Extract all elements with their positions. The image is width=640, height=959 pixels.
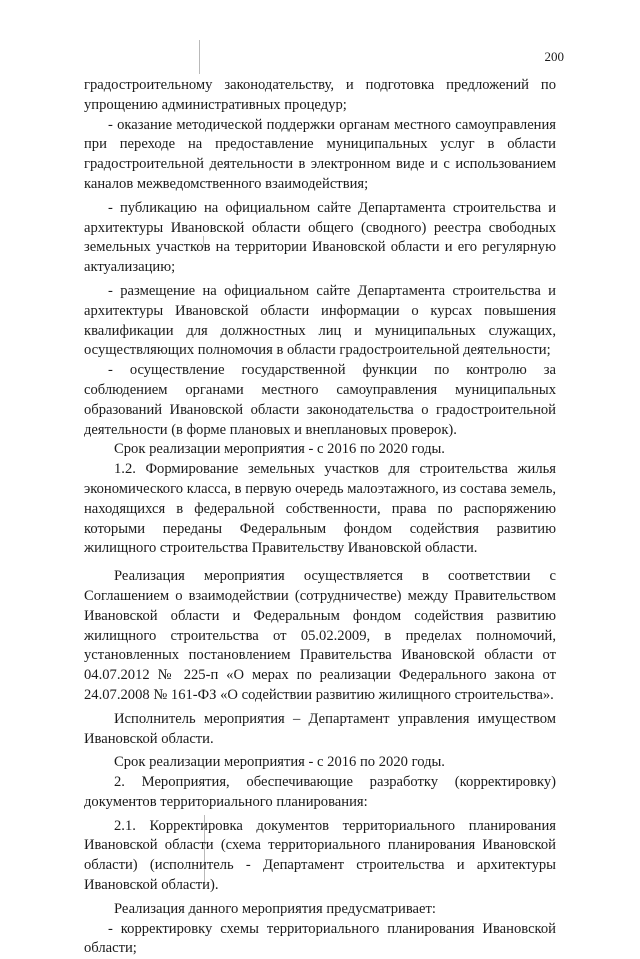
paragraph-training-info: - размещение на официальном сайте Департамента строительства и архитектуры Ивановской области информации о курсах повышения квалификации для должностных лиц и муниципальных служащих, осуществляющих полномочия в области градостроительной деятельности; <box>84 282 556 359</box>
paragraph-agreement: Реализация мероприятия осуществляется в соответствии с Соглашением о взаимодействии (сотрудничестве) между Правительством Ивановской области и Федеральным фондом содействия развитию жилищного строительства от 05.02.2009, в пределах полномочий, установленных постановлением Правительства Ивановской области от 04.07.2012 № 225-п «О мерах по реализации Федерального закона от 24.07.2008 № 161-ФЗ «О содействии развитию жилищного строительства». <box>84 568 556 703</box>
paragraph-state-control: - осуществление государственной функции по контролю за соблюдением органами местного самоуправления муниципальных образований Ивановской области законодательства о градостроительной деятельности (в форме плановых и внеплановых проверок). <box>84 362 556 438</box>
paragraph-correction: 2.1. Корректировка документов территориального планирования Ивановской области (схема территориального планирования Ивановской области) (исполнитель - Департамент строительства и архитектуры Ивановской области). <box>84 817 556 894</box>
paragraph-deadline-1: Срок реализации мероприятия - с 2016 по 2020 годы. <box>114 441 445 458</box>
paragraph-executor: Исполнитель мероприятия – Департамент управления имуществом Ивановской области. <box>84 710 556 747</box>
paragraph-procedures: градостроительному законодательству, и подготовка предложений по упрощению административных процедур; <box>84 77 556 113</box>
paragraph-registry-publication: - публикацию на официальном сайте Департамента строительства и архитектуры Ивановской области общего (сводного) реестра свободных земельных участков на территории Ивановской области и его регулярную актуализацию; <box>84 199 556 276</box>
paragraph-land-plots: 1.2. Формирование земельных участков для строительства жилья экономического класса, в первую очередь малоэтажного, из состава земель, находящихся в федеральной собственности, права по распоряжению которыми переданы Федеральным фондом содействия развитию жилищного строительства Правительству Ивановской области. <box>84 461 556 557</box>
scan-mark-top <box>199 40 200 74</box>
paragraph-deadline-2: Срок реализации мероприятия - с 2016 по 2020 годы. <box>114 754 445 771</box>
paragraph-methodical-support: - оказание методической поддержки органам местного самоуправления при переходе на предоставление муниципальных услуг в области градостроительной деятельности в электронном виде и с использованием каналов межведомственного взаимодействия; <box>84 116 556 192</box>
document-body <box>84 76 556 959</box>
paragraph-implementation: Реализация данного мероприятия предусматривает: <box>114 900 436 917</box>
paragraph-planning-documents: 2. Мероприятия, обеспечивающие разработку (корректировку) документов территориального планирования: <box>84 774 556 810</box>
page-number: 200 <box>544 49 564 64</box>
paragraph-scheme-correction: - корректировку схемы территориального планирования Ивановской области; <box>84 920 556 957</box>
